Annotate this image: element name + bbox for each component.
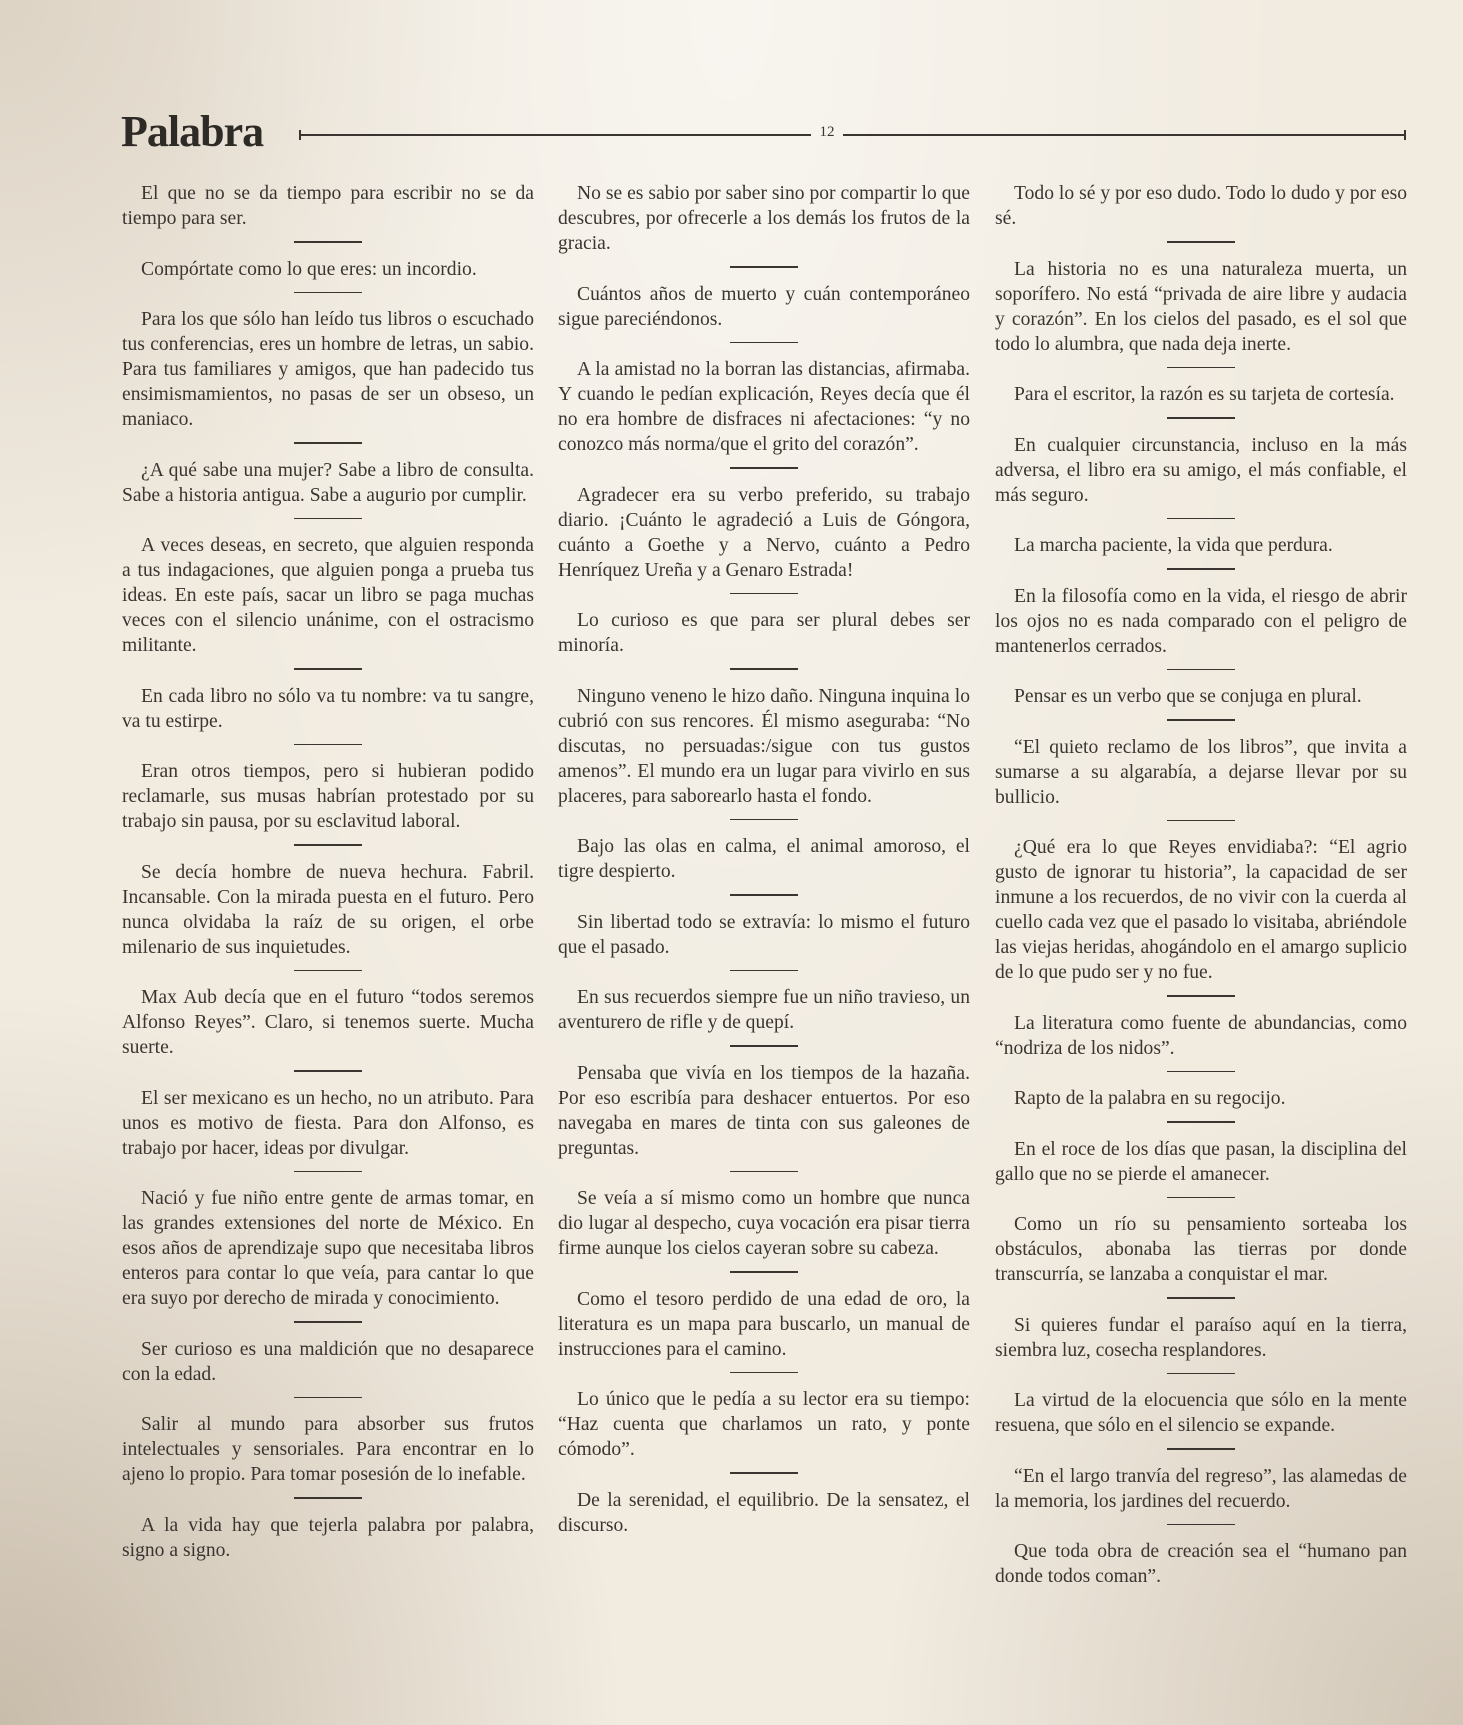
- entry-separator: [1167, 1071, 1235, 1073]
- aphorism-entry: De la serenidad, el equilibrio. De la sensatez, el discurso.: [558, 1489, 970, 1536]
- aphorism-entry: Como un río su pensamiento sorteaba los obstáculos, abonaba las tierras por donde transcurría, se lanzaba a conquistar el mar.: [995, 1214, 1407, 1285]
- entry-separator: [1167, 1297, 1235, 1299]
- aphorism-entry: “El quieto reclamo de los libros”, que invita a sumarse a su algarabía, a dejarse llevar por su bullicio.: [995, 736, 1407, 808]
- entry-separator: [294, 518, 362, 520]
- aphorism-entry: Se decía hombre de nueva hechura. Fabril. Incansable. Con la mirada puesta en el futuro. Pero nunca olvidaba la raíz de su origen, el orbe milenario de sus inquietudes.: [122, 861, 534, 958]
- aphorism-entry: Eran otros tiempos, pero si hubieran podido reclamarle, sus musas habrían protestado por su trabajo sin pausa, por su esclavitud laboral.: [122, 761, 534, 832]
- aphorism-entry: La marcha paciente, la vida que perdura.: [1014, 535, 1333, 556]
- entry-separator: [294, 1497, 362, 1499]
- aphorism-entry: En sus recuerdos siempre fue un niño travieso, un aventurero de rifle y de quepí.: [558, 987, 970, 1033]
- aphorism-entry: En la filosofía como en la vida, el riesgo de abrir los ojos no es nada comparado con el peligro de mantenerlos cerrados.: [995, 585, 1407, 657]
- aphorism-entry: En cada libro no sólo va tu nombre: va tu sangre, va tu estirpe.: [122, 685, 534, 732]
- aphorism-entry: Compórtate como lo que eres: un incordio.: [141, 258, 477, 280]
- entry-separator: [730, 970, 798, 972]
- aphorism-entry: A la vida hay que tejerla palabra por palabra, signo a signo.: [122, 1514, 534, 1561]
- entry-separator: [730, 1372, 798, 1374]
- aphorism-entry: A veces deseas, en secreto, que alguien responda a tus indagaciones, que alguien ponga a prueba tus ideas. En este país, sacar un libro se paga muchas veces con el silencio unánime, con el ostracismo militante.: [122, 535, 534, 656]
- entry-separator: [1167, 820, 1235, 822]
- entry-separator: [730, 467, 798, 469]
- header-rule-right: [843, 134, 1406, 136]
- aphorism-entry: Agradecer era su verbo preferido, su trabajo diario. ¡Cuánto le agradeció a Luis de Góngora, cuánto a Goethe y a Nervo, cuánto a Pedro Henríquez Ureña y a Genaro Estrada!: [558, 484, 970, 581]
- entry-separator: [294, 1171, 362, 1173]
- entry-separator: [294, 442, 362, 444]
- entry-separator: [1167, 568, 1235, 570]
- page-number: 12: [819, 124, 835, 140]
- aphorism-entry: ¿Qué era lo que Reyes envidiaba?: “El agrio gusto de ignorar tu historia”, la capacidad de ser inmune a los recuerdos, de no vivir con la cuerda al cuello cada vez que el pasado lo visitaba, abriéndole las viejas heridas, ahogándolo en el amargo suplicio de lo que pudo ser y no fue.: [995, 837, 1407, 983]
- entry-separator: [730, 1472, 798, 1474]
- entry-separator: [1167, 417, 1235, 419]
- aphorism-entry: Que toda obra de creación sea el “humano pan donde todos coman”.: [995, 1541, 1407, 1587]
- entry-separator: [730, 668, 798, 670]
- aphorism-entry: Ninguno veneno le hizo daño. Ninguna inquina lo cubrió con sus rencores. Él mismo aseguraba: “No discutas, no persuadas:/sigue con tus gustos amenos”. El mundo era un lugar para vivirlo en sus placeres, para saborearlo hasta el fondo.: [558, 685, 970, 807]
- entry-separator: [1167, 241, 1235, 243]
- entry-separator: [294, 1397, 362, 1399]
- aphorism-entry: Lo único que le pedía a su lector era su tiempo: “Haz cuenta que charlamos un rato, y ponte cómodo”.: [558, 1389, 970, 1460]
- aphorism-entry: A la amistad no la borran las distancias, afirmaba. Y cuando le pedían explicación, Reyes decía que él no era hombre de disfraces ni afectaciones: “y no conozco más norma/que el grito del corazón”.: [558, 359, 970, 455]
- aphorism-entry: En cualquier circunstancia, incluso en la más adversa, el libro era su amigo, el más confiable, el más seguro.: [995, 434, 1407, 506]
- entry-separator: [294, 970, 362, 972]
- aphorism-entry: Para el escritor, la razón es su tarjeta de cortesía.: [1014, 384, 1395, 405]
- entry-separator: [1167, 719, 1235, 721]
- aphorism-entry: Pensar es un verbo que se conjuga en plural.: [1014, 686, 1362, 707]
- aphorism-entry: La historia no es una naturaleza muerta, un soporífero. No está “privada de aire libre y audacia y corazón”. En los cielos del pasado, es el sol que todo lo alumbra, que nada deja inerte.: [995, 258, 1407, 355]
- aphorism-entry: Bajo las olas en calma, el animal amoroso, el tigre despierto.: [558, 836, 970, 882]
- entry-separator: [1167, 367, 1235, 369]
- aphorism-entry: En el roce de los días que pasan, la disciplina del gallo que no se pierde el amanecer.: [995, 1138, 1407, 1185]
- aphorism-entry: La virtud de la elocuencia que sólo en la mente resuena, que sólo en el silencio se expande.: [995, 1390, 1407, 1436]
- aphorism-entry: Ser curioso es una maldición que no desaparece con la edad.: [122, 1338, 534, 1385]
- entry-separator: [730, 593, 798, 595]
- entry-separator: [294, 1070, 362, 1072]
- entry-separator: [294, 241, 362, 243]
- aphorism-entry: Cuántos años de muerto y cuán contemporáneo sigue pareciéndonos.: [558, 283, 970, 330]
- entry-separator: [1167, 1121, 1235, 1123]
- entry-separator: [730, 1271, 798, 1273]
- entry-separator: [294, 292, 362, 294]
- aphorism-entry: Pensaba que vivía en los tiempos de la hazaña. Por eso escribía para deshacer entuertos. Por eso navegaba en mares de tinta con sus galeones de preguntas.: [558, 1062, 970, 1159]
- section-title: Palabra: [121, 107, 264, 156]
- header-rule-left: [299, 134, 811, 136]
- aphorism-entry: Nació y fue niño entre gente de armas tomar, en las grandes extensiones del norte de México. En esos años de aprendizaje supo que necesitaba libros enteros para contar lo que veía, para cantar lo que era suyo por derecho de mirada y conocimiento.: [122, 1188, 534, 1309]
- entry-separator: [294, 1321, 362, 1323]
- aphorism-entry: El ser mexicano es un hecho, no un atributo. Para unos es motivo de fiesta. Para don Alfonso, es trabajo por hacer, ideas por divulgar.: [122, 1087, 534, 1159]
- entry-separator: [730, 1045, 798, 1047]
- aphorism-entry: Se veía a sí mismo como un hombre que nunca dio lugar al despecho, cuya vocación era pisar tierra firme aunque los cielos cayeran sobre su cabeza.: [558, 1188, 970, 1259]
- aphorism-entry: “En el largo tranvía del regreso”, las alamedas de la memoria, los jardines del recuerdo.: [995, 1465, 1407, 1512]
- aphorism-entry: Max Aub decía que en el futuro “todos seremos Alfonso Reyes”. Claro, si tenemos suerte. Mucha suerte.: [122, 987, 534, 1058]
- aphorism-entry: ¿A qué sabe una mujer? Sabe a libro de consulta. Sabe a historia antigua. Sabe a augurio por cumplir.: [122, 459, 534, 506]
- aphorism-entry: No se es sabio por saber sino por compartir lo que descubres, por ofrecerle a los demás los frutos de la gracia.: [558, 183, 970, 254]
- entry-separator: [1167, 669, 1235, 671]
- entry-separator: [1167, 1524, 1235, 1526]
- entry-separator: [730, 266, 798, 268]
- entry-separator: [730, 1171, 798, 1173]
- aphorism-entry: Lo curioso es que para ser plural debes ser minoría.: [558, 610, 970, 656]
- entry-separator: [294, 744, 362, 746]
- text-column-1: [122, 181, 534, 1563]
- aphorism-entry: Como el tesoro perdido de una edad de oro, la literatura es un mapa para buscarlo, un manual de instrucciones para el camino.: [558, 1288, 970, 1360]
- entry-separator: [730, 342, 798, 344]
- entry-separator: [294, 668, 362, 670]
- text-column-3: [995, 181, 1407, 1589]
- text-column-2: [558, 181, 970, 1538]
- entry-separator: [294, 844, 362, 846]
- entry-separator: [730, 819, 798, 821]
- aphorism-entry: Rapto de la palabra en su regocijo.: [1014, 1088, 1286, 1109]
- entry-separator: [1167, 518, 1235, 520]
- aphorism-entry: Todo lo sé y por eso dudo. Todo lo dudo y por eso sé.: [995, 183, 1407, 229]
- aphorism-entry: Para los que sólo han leído tus libros o escuchado tus conferencias, eres un hombre de letras, un sabio. Para tus familiares y amigos, que han padecido tus ensimismamientos, no pasas de ser un obseso, un maniaco.: [122, 309, 534, 430]
- aphorism-entry: La literatura como fuente de abundancias, como “nodriza de los nidos”.: [995, 1012, 1407, 1059]
- aphorism-entry: Si quieres fundar el paraíso aquí en la tierra, siembra luz, cosecha resplandores.: [995, 1314, 1407, 1361]
- entry-separator: [1167, 1197, 1235, 1199]
- aphorism-entry: El que no se da tiempo para escribir no se da tiempo para ser.: [122, 183, 534, 229]
- entry-separator: [1167, 1448, 1235, 1450]
- entry-separator: [1167, 1373, 1235, 1375]
- page-header: [121, 104, 1406, 164]
- entry-separator: [1167, 995, 1235, 997]
- entry-separator: [730, 894, 798, 896]
- aphorism-entry: Salir al mundo para absorber sus frutos intelectuales y sensoriales. Para encontrar en lo ajeno lo propio. Para tomar posesión de lo inefable.: [122, 1414, 534, 1485]
- aphorism-entry: Sin libertad todo se extravía: lo mismo el futuro que el pasado.: [558, 911, 970, 958]
